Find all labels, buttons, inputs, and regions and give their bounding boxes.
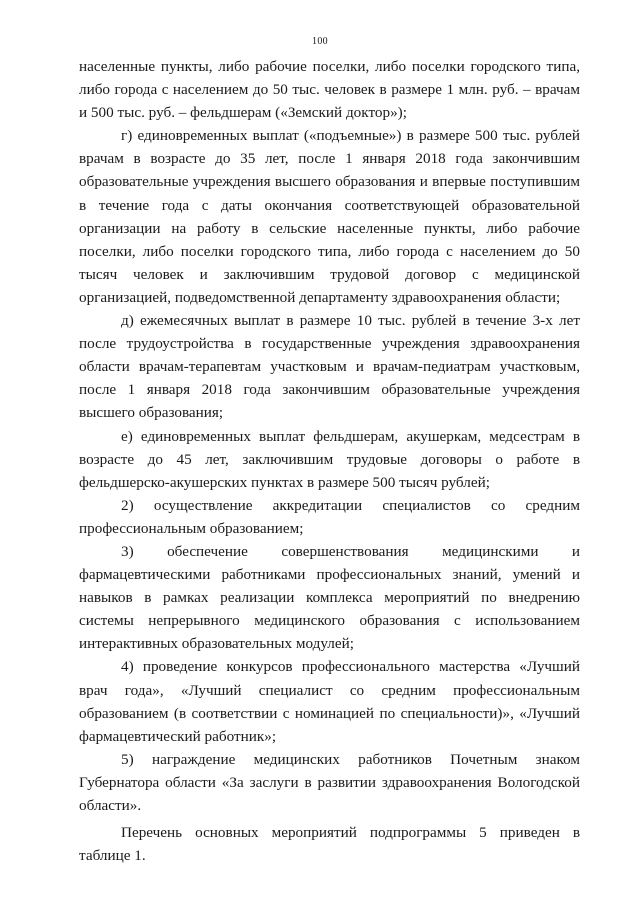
paragraph-continuation: населенные пункты, либо рабочие поселки, либо поселки городского типа, либо города с населением до 50 тыс. человек в размере 1 млн. руб. – врачам и 500 тыс. руб. – фельдшерам («Земский доктор»); [79, 58, 580, 122]
paragraph-item-e: е) единовременных выплат фельдшерам, акушеркам, медсестрам в возрасте до 45 лет, заключившим трудовые договоры о работе в фельдшерско-акушерских пунктах в размере 500 тысяч рублей; [79, 427, 580, 491]
paragraph-item-d: д) ежемесячных выплат в размере 10 тыс. рублей в течение 3-х лет после трудоустройства в государственные учреждения здравоохранения области врачам-терапевтам участковым и врачам-педиатрам участковым, после 1 января 2018 года закончившим образовательные учреждения высшего образования; [79, 312, 580, 422]
paragraph-table-reference: Перечень основных мероприятий подпрограммы 5 приведен в таблице 1. [79, 824, 580, 865]
document-body [79, 55, 580, 867]
paragraph-item-5: 5) награждение медицинских работников Почетным знаком Губернатора области «За заслуги в развитии здравоохранения Вологодской области». [79, 750, 580, 814]
paragraph-item-2: 2) осуществление аккредитации специалистов со средним профессиональным образованием; [79, 496, 580, 537]
page-number: 100 [312, 36, 328, 47]
paragraph-item-4: 4) проведение конкурсов профессионального мастерства «Лучший врач года», «Лучший специалист со средним профессиональным образованием (в соответствии с номинацией по специальности)», «Лучший фармацевтический работник»; [79, 658, 580, 745]
paragraph-item-g: г) единовременных выплат («подъемные») в размере 500 тыс. рублей врачам в возрасте до 35 лет, после 1 января 2018 года закончившим образовательные учреждения высшего образования и впервые поступившим в течение года с даты окончания соответствующей образовательной организации на работу в сельские населенные пункты, либо рабочие поселки, либо поселки городского типа, либо города с населением до 50 тысяч человек и заключившим трудовой договор с медицинской организацией, подведомственной департаменту здравоохранения области; [79, 127, 580, 306]
paragraph-item-3: 3) обеспечение совершенствования медицинскими и фармацевтическими работниками профессиональных знаний, умений и навыков в рамках реализации комплекса мероприятий по внедрению системы непрерывного медицинского образования с использованием интерактивных образовательных модулей; [79, 542, 580, 653]
